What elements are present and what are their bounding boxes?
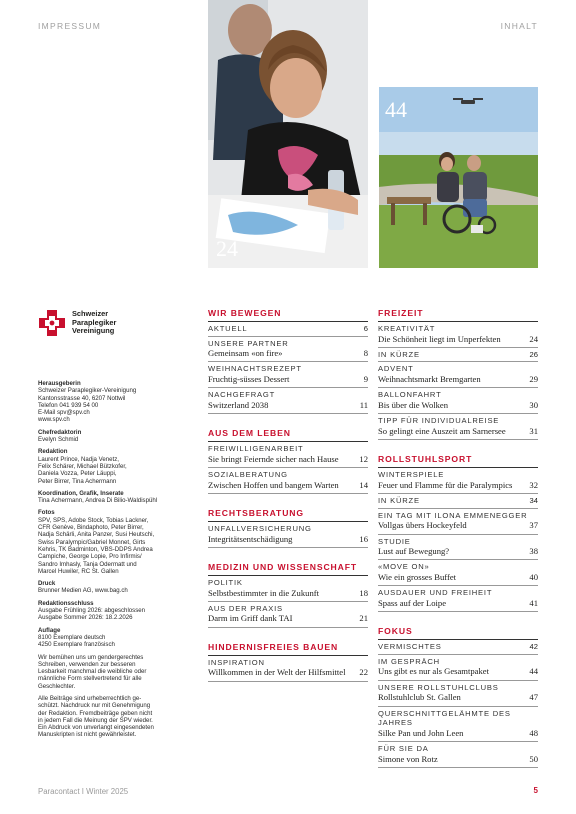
toc-entry-category: WINTERSPIELE — [378, 470, 445, 480]
toc-entry[interactable] — [208, 337, 368, 363]
toc-entry[interactable] — [378, 414, 538, 440]
toc-entry-title: Die Schönheit liegt im Unperfekten — [378, 333, 501, 344]
impressum-section — [38, 600, 184, 622]
toc-section-title: FOKUS — [378, 626, 538, 640]
toc-section — [208, 428, 368, 494]
logo-line: Paraplegiker — [72, 317, 117, 327]
toc-entry[interactable] — [378, 535, 538, 561]
impressum-heading: Fotos — [38, 509, 55, 517]
toc-entry-title: Wie ein grosses Buffet — [378, 572, 457, 583]
impressum-line: Telefon 041 939 54 00 — [38, 401, 99, 409]
impressum-line: E-Mail spv@spv.ch — [38, 409, 90, 417]
toc-entry-page: 37 — [529, 520, 538, 531]
toc-entry[interactable] — [208, 322, 368, 337]
toc-entry[interactable] — [208, 442, 368, 468]
impressum-section — [38, 695, 184, 739]
toc-entry-title: Vollgas übers Hockeyfeld — [378, 520, 467, 531]
toc-entry-category: WEIHNACHTSREZEPT — [208, 364, 302, 374]
impressum-line: Wir bemühen uns um gendergerechtes — [38, 653, 144, 661]
footer-publication: Paracontact I Winter 2025 — [38, 787, 129, 796]
impressum-section — [38, 580, 184, 595]
toc-entry-page: 42 — [529, 642, 538, 652]
impressum-line: Felix Schärer, Michael Bützkofer, — [38, 462, 127, 470]
toc-section-title: AUS DEM LEBEN — [208, 428, 368, 442]
painting-photo-illustration — [208, 0, 368, 268]
toc-entry-category: ADVENT — [378, 364, 414, 374]
impressum-heading: Herausgeberin — [38, 380, 81, 387]
photo-painting-workshop[interactable] — [208, 0, 368, 268]
toc-entry-page: 34 — [529, 496, 538, 506]
toc-entry-title: Rollstuhlclub St. Gallen — [378, 692, 461, 703]
toc-entry-category: KREATIVITÄT — [378, 324, 436, 333]
impressum-line: Geschlechter. — [38, 682, 76, 690]
impressum-line: in jedem Fall die Meinung der SPV wieder. — [38, 716, 153, 724]
toc-column-right — [378, 308, 538, 782]
toc-entry[interactable] — [378, 322, 538, 348]
toc-entry-title: Lust auf Bewegung? — [378, 546, 450, 557]
toc-entry-page: 24 — [529, 333, 538, 344]
impressum-line: CFR Genève, Bindaphoto, Peter Birrer, — [38, 524, 144, 532]
toc-entry[interactable] — [378, 681, 538, 707]
toc-entry[interactable] — [378, 468, 538, 494]
impressum-line: Kehris, TK Badminton, VBS-DDPS Andrea — [38, 545, 153, 553]
impressum-line: Nadja Schärli, Anita Panzer, Susi Heutschi, — [38, 531, 155, 539]
toc-section-title: MEDIZIN UND WISSENSCHAFT — [208, 562, 368, 576]
impressum-line: Campiche, George Lopie, Pro Infirmis/ — [38, 553, 142, 561]
toc-entry-category: INSPIRATION — [208, 657, 265, 667]
toc-entry-title: Feuer und Flamme für die Paralympics — [378, 479, 513, 490]
logo-line: Schweizer — [72, 309, 109, 318]
impressum-header: IMPRESSUM — [38, 21, 102, 31]
toc-entry-category: FÜR SIE DA — [378, 744, 429, 754]
toc-section-title: RECHTSBERATUNG — [208, 508, 368, 522]
logo-text — [72, 310, 116, 336]
impressum-section — [38, 380, 184, 424]
impressum-line: der Redaktion. Fremdbeiträge geben nicht — [38, 709, 153, 717]
impressum-heading: Chefredaktorin — [38, 428, 82, 436]
toc-entry-category: VERMISCHTES — [378, 642, 442, 652]
toc-entry-category: FREIWILLIGENARBEIT — [208, 444, 304, 454]
footer-page-number: 5 — [533, 786, 538, 795]
impressum-line: Manuskripten ist nicht gewährleistet. — [38, 731, 137, 739]
toc-entry[interactable] — [378, 707, 538, 742]
impressum-line: Marcel Huwiler, RC St. Gallen — [38, 567, 119, 575]
toc-entry[interactable] — [378, 388, 538, 414]
impressum-section — [38, 654, 184, 690]
impressum-line: 4250 Exemplare französisch — [38, 641, 115, 649]
impressum-line: Evelyn Schmid — [38, 436, 79, 444]
toc-entry-page: 31 — [529, 425, 538, 436]
toc-entry-category: AUSDAUER UND FREIHEIT — [378, 588, 493, 598]
toc-entry-title: Zwischen Hoffen und bangem Warten — [208, 479, 339, 490]
toc-entry-page: 9 — [363, 374, 368, 385]
toc-entry-category: NACHGEFRAGT — [208, 390, 276, 400]
impressum-line: Schreiben, verwenden zur besseren — [38, 660, 136, 668]
toc-entry-page: 50 — [529, 753, 538, 764]
toc-entry-title: Spass auf der Loipe — [378, 597, 447, 608]
toc-section — [208, 642, 368, 682]
toc-entry-category: UNFALLVERSICHERUNG — [208, 524, 312, 534]
toc-entry-page: 12 — [359, 453, 368, 464]
toc-entry-category: QUERSCHNITTGELÄHMTE DES JAHRES — [378, 708, 511, 728]
impressum-line: Laurent Prince, Nadja Venetz, — [38, 455, 119, 463]
impressum-section — [38, 429, 184, 444]
impressum-heading: Druck — [38, 580, 56, 588]
toc-entry-page: 26 — [529, 349, 538, 359]
toc-entry-title: Uns gibt es nur als Gesamtpaket — [378, 666, 489, 677]
toc-entry[interactable] — [378, 586, 538, 612]
photo-page-number: 24 — [216, 236, 238, 261]
toc-entry-title: So gelingt eine Auszeit am Sarnersee — [378, 425, 506, 436]
toc-entry-category: POLITIK — [208, 577, 243, 587]
logo-line: Vereinigung — [72, 326, 115, 336]
toc-entry[interactable] — [378, 509, 538, 535]
toc-entry-category: AUS DER PRAXIS — [208, 603, 283, 613]
toc-section — [208, 562, 368, 628]
toc-entry[interactable] — [208, 576, 368, 602]
toc-entry-category: SOZIALBERATUNG — [208, 470, 288, 480]
impressum-block — [38, 380, 184, 744]
impressum-line: männliche Form stellvertretend für alle — [38, 675, 142, 683]
impressum-line: Alle Beiträge sind urheberrechtlich ge- — [38, 694, 142, 702]
toc-entry[interactable] — [208, 602, 368, 628]
toc-entry-title: Willkommen in der Welt der Hilfsmittel — [208, 667, 346, 678]
toc-section — [378, 626, 538, 768]
impressum-line: Swiss Paralympic/Gabriel Monnet, Girts — [38, 538, 146, 546]
impressum-section — [38, 490, 184, 505]
toc-entry-page: 11 — [359, 399, 368, 410]
contents-header: INHALT — [500, 21, 538, 31]
toc-entry[interactable] — [378, 560, 538, 586]
toc-entry-category: IN KÜRZE — [378, 349, 420, 359]
toc-entry-title: Fruchtig-süsses Dessert — [208, 374, 290, 385]
toc-entry-page: 44 — [529, 666, 538, 677]
impressum-line: Schweizer Paraplegiker-Vereinigung — [38, 387, 137, 395]
toc-entry-category: UNSERE ROLLSTUHLCLUBS — [378, 682, 499, 692]
toc-entry-category: EIN TAG MIT ILONA EMMENEGGER — [378, 510, 528, 520]
toc-entry-title: Sie bringt Feiernde sicher nach Hause — [208, 453, 339, 464]
impressum-line: Tina Achermann, Andrea Di Bilio-Waldispühl — [38, 497, 158, 505]
toc-entry[interactable] — [378, 348, 538, 363]
impressum-heading: Koordination, Grafik, Inserate — [38, 489, 124, 497]
toc-entry-title: Simone von Rotz — [378, 753, 438, 764]
impressum-line: Brunner Medien AG, www.bag.ch — [38, 587, 128, 595]
toc-section — [378, 308, 538, 440]
toc-entry-category: BALLONFAHRT — [378, 390, 442, 400]
impressum-line: Lesbarkeit manchmal die weibliche oder — [38, 668, 147, 676]
impressum-line: 8100 Exemplare deutsch — [38, 633, 106, 641]
toc-entry-category: UNSERE PARTNER — [208, 338, 289, 348]
impressum-section — [38, 509, 184, 575]
toc-entry[interactable] — [208, 468, 368, 494]
toc-entry-page: 41 — [529, 597, 538, 608]
toc-entry[interactable] — [378, 362, 538, 388]
impressum-heading: Redaktionsschluss — [38, 599, 94, 607]
toc-entry-title: Weihnachtsmarkt Bremgarten — [378, 374, 481, 385]
impressum-heading: Redaktion — [38, 448, 68, 456]
toc-section-title: ROLLSTUHLSPORT — [378, 454, 538, 468]
swiss-cross-logo-icon — [38, 309, 66, 337]
toc-entry-title: Darm im Griff dank TAI — [208, 613, 293, 624]
toc-entry-category: AKTUELL — [208, 324, 248, 333]
toc-entry-page: 48 — [529, 727, 538, 738]
impressum-section — [38, 448, 184, 484]
spv-logo[interactable] — [38, 309, 168, 337]
toc-section-title: FREIZEIT — [378, 308, 538, 322]
toc-entry-page: 40 — [529, 572, 538, 583]
impressum-line: Kantonsstrasse 40, 6207 Nottwil — [38, 394, 126, 402]
toc-entry-page: 6 — [363, 324, 368, 333]
toc-entry-page: 8 — [363, 348, 368, 359]
impressum-line: Ausgabe Frühling 2026: abgeschlossen — [38, 607, 146, 615]
toc-entry-category: TIPP FÜR INDIVIDUALREISE — [378, 416, 500, 426]
toc-entry-page: 16 — [359, 533, 368, 544]
impressum-line: www.spv.ch — [38, 416, 70, 424]
toc-section — [378, 454, 538, 612]
toc-entry[interactable] — [208, 656, 368, 682]
toc-entry-page: 22 — [359, 667, 368, 678]
toc-entry[interactable] — [208, 362, 368, 388]
toc-section-title: HINDERNISFREIES BAUEN — [208, 642, 368, 656]
toc-entry-title: Integritätsentschädigung — [208, 533, 293, 544]
toc-entry-title: Gemeinsam «on fire» — [208, 348, 283, 359]
toc-entry[interactable] — [378, 742, 538, 768]
toc-entry-page: 21 — [359, 613, 368, 624]
toc-section-title: WIR BEWEGEN — [208, 308, 368, 322]
impressum-section — [38, 627, 184, 649]
impressum-line: schützt. Nachdruck nur mit Genehmigung — [38, 702, 151, 710]
toc-section — [208, 308, 368, 414]
toc-entry[interactable] — [208, 388, 368, 414]
toc-entry-title: Selbstbestimmter in die Zukunft — [208, 587, 319, 598]
toc-entry-page: 32 — [529, 479, 538, 490]
toc-entry-category: STUDIE — [378, 536, 411, 546]
toc-entry[interactable] — [378, 640, 538, 655]
toc-column-middle — [208, 308, 368, 696]
toc-entry-category: IM GESPRÄCH — [378, 656, 440, 666]
impressum-line: Ein Abdruck von unverlangt eingesendeten — [38, 724, 154, 732]
toc-entry-page: 18 — [359, 587, 368, 598]
toc-entry-page: 29 — [529, 374, 538, 385]
impressum-heading: Auflage — [38, 626, 61, 634]
toc-entry-page: 14 — [359, 479, 368, 490]
toc-entry[interactable] — [378, 494, 538, 509]
impressum-line: Peter Birrer, Tina Achermann — [38, 477, 117, 485]
impressum-line: SPV, SPS, Adobe Stock, Tobias Lackner, — [38, 516, 149, 524]
toc-entry[interactable] — [378, 655, 538, 681]
toc-entry-category: «MOVE ON» — [378, 562, 430, 572]
toc-entry-page: 47 — [529, 692, 538, 703]
impressum-line: Ausgabe Sommer 2026: 18.2.2026 — [38, 614, 133, 622]
toc-section — [208, 508, 368, 548]
toc-entry[interactable] — [208, 522, 368, 548]
photo-couple-outdoors[interactable] — [379, 87, 538, 268]
toc-entry-title: Silke Pan und John Leen — [378, 727, 464, 738]
toc-entry-category: IN KÜRZE — [378, 496, 420, 506]
impressum-line: Daniela Vozza, Peter Läuppi, — [38, 470, 117, 478]
toc-entry-title: Switzerland 2038 — [208, 399, 269, 410]
toc-entry-page: 38 — [529, 546, 538, 557]
impressum-line: Sandro Imhasly, Tanja Odermatt und — [38, 560, 137, 568]
photo-page-number: 44 — [385, 97, 407, 122]
toc-entry-page: 30 — [529, 399, 538, 410]
toc-entry-title: Bis über die Wolken — [378, 399, 449, 410]
